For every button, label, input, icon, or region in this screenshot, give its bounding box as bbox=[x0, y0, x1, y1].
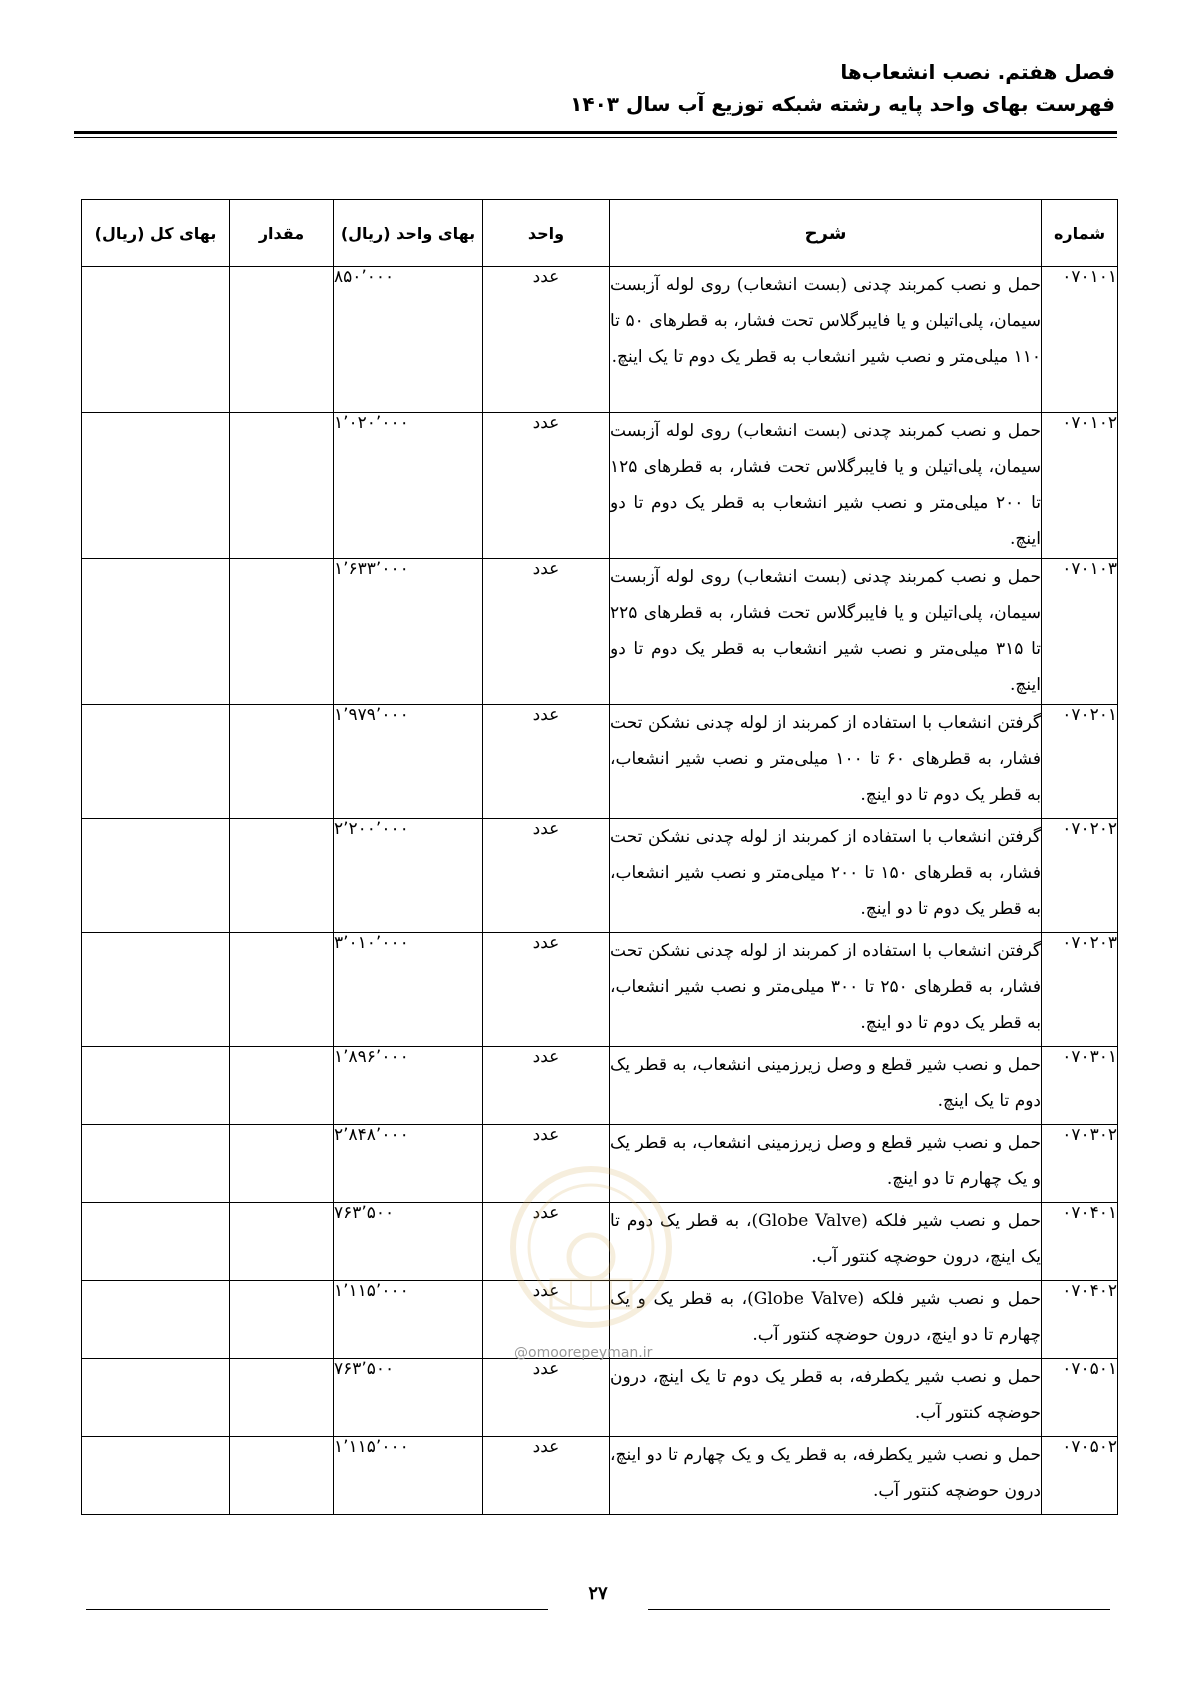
item-quantity bbox=[230, 819, 334, 933]
item-total-price bbox=[82, 1281, 230, 1359]
item-unit-price: ۱٬۸۹۶٬۰۰۰ bbox=[334, 1047, 483, 1125]
item-code: ۰۷۰۳۰۲ bbox=[1042, 1125, 1118, 1203]
column-header-quantity: مقدار bbox=[230, 200, 334, 267]
item-description: حمل و نصب شیر فلکه (Globe Valve)، به قطر یک و یک چهارم تا دو اینچ، درون حوضچه کنتور آب. bbox=[610, 1281, 1042, 1359]
item-description: گرفتن انشعاب با استفاده از کمربند از لوله چدنی نشکن تحت فشار، به قطرهای ۶۰ تا ۱۰۰ میلی‌متر و نصب شیر انشعاب، به قطر یک دوم تا دو اینچ. bbox=[610, 705, 1042, 819]
item-code: ۰۷۰۳۰۱ bbox=[1042, 1047, 1118, 1125]
item-quantity bbox=[230, 705, 334, 819]
item-total-price bbox=[82, 705, 230, 819]
column-header-total-price: بهای کل (ریال) bbox=[82, 200, 230, 267]
item-description: حمل و نصب شیر قطع و وصل زیرزمینی انشعاب، به قطر یک و یک چهارم تا دو اینچ. bbox=[610, 1125, 1042, 1203]
item-unit: عدد bbox=[483, 933, 610, 1047]
table-row bbox=[82, 819, 1118, 933]
item-description: حمل و نصب کمربند چدنی (بست انشعاب) روی لوله آزبست سیمان، پلی‌اتیلن و یا فایبرگلاس تحت فشار، به قطرهای ۲۲۵ تا ۳۱۵ میلی‌متر و نصب شیر انشعاب به قطر یک دوم تا دو اینچ. bbox=[610, 559, 1042, 705]
item-unit-price: ۸۵۰٬۰۰۰ bbox=[334, 267, 483, 413]
item-code: ۰۷۰۴۰۱ bbox=[1042, 1203, 1118, 1281]
item-unit-price: ۲٬۸۴۸٬۰۰۰ bbox=[334, 1125, 483, 1203]
table-row bbox=[82, 933, 1118, 1047]
item-unit-price: ۲٬۲۰۰٬۰۰۰ bbox=[334, 819, 483, 933]
item-unit-price: ۱٬۹۷۹٬۰۰۰ bbox=[334, 705, 483, 819]
item-quantity bbox=[230, 933, 334, 1047]
item-description: حمل و نصب شیر فلکه (Globe Valve)، به قطر یک دوم تا یک اینچ، درون حوضچه کنتور آب. bbox=[610, 1203, 1042, 1281]
item-unit: عدد bbox=[483, 1437, 610, 1515]
item-unit: عدد bbox=[483, 413, 610, 559]
item-quantity bbox=[230, 1359, 334, 1437]
item-code: ۰۷۰۱۰۱ bbox=[1042, 267, 1118, 413]
table-row bbox=[82, 1125, 1118, 1203]
item-total-price bbox=[82, 1047, 230, 1125]
item-total-price bbox=[82, 819, 230, 933]
item-code: ۰۷۰۲۰۳ bbox=[1042, 933, 1118, 1047]
column-header-number: شماره bbox=[1042, 200, 1118, 267]
item-code: ۰۷۰۱۰۲ bbox=[1042, 413, 1118, 559]
item-total-price bbox=[82, 933, 230, 1047]
item-unit: عدد bbox=[483, 559, 610, 705]
table-row bbox=[82, 1437, 1118, 1515]
page-number: ۲۷ bbox=[588, 1583, 608, 1604]
item-unit-price: ۷۶۳٬۵۰۰ bbox=[334, 1359, 483, 1437]
page-header bbox=[76, 56, 1115, 120]
item-unit-price: ۱٬۱۱۵٬۰۰۰ bbox=[334, 1437, 483, 1515]
item-description: حمل و نصب کمربند چدنی (بست انشعاب) روی لوله آزبست سیمان، پلی‌اتیلن و یا فایبرگلاس تحت فشار، به قطرهای ۵۰ تا ۱۱۰ میلی‌متر و نصب شیر انشعاب به قطر یک دوم تا یک اینچ. bbox=[610, 267, 1042, 413]
item-description: گرفتن انشعاب با استفاده از کمربند از لوله چدنی نشکن تحت فشار، به قطرهای ۲۵۰ تا ۳۰۰ میلی‌متر و نصب شیر انشعاب، به قطر یک دوم تا دو اینچ. bbox=[610, 933, 1042, 1047]
price-list-table bbox=[81, 199, 1118, 1515]
item-total-price bbox=[82, 1359, 230, 1437]
item-quantity bbox=[230, 267, 334, 413]
chapter-title: فصل هفتم. نصب انشعاب‌ها bbox=[840, 60, 1115, 84]
item-unit: عدد bbox=[483, 705, 610, 819]
footer-rule-left bbox=[86, 1609, 548, 1610]
item-description: حمل و نصب کمربند چدنی (بست انشعاب) روی لوله آزبست سیمان، پلی‌اتیلن و یا فایبرگلاس تحت فشار، به قطرهای ۱۲۵ تا ۲۰۰ میلی‌متر و نصب شیر انشعاب به قطر یک دوم تا دو اینچ. bbox=[610, 413, 1042, 559]
item-unit-price: ۱٬۰۲۰٬۰۰۰ bbox=[334, 413, 483, 559]
item-unit: عدد bbox=[483, 1281, 610, 1359]
item-unit-price: ۷۶۳٬۵۰۰ bbox=[334, 1203, 483, 1281]
item-quantity bbox=[230, 1203, 334, 1281]
item-total-price bbox=[82, 267, 230, 413]
item-code: ۰۷۰۲۰۱ bbox=[1042, 705, 1118, 819]
item-unit: عدد bbox=[483, 1047, 610, 1125]
item-code: ۰۷۰۵۰۲ bbox=[1042, 1437, 1118, 1515]
item-unit-price: ۱٬۱۱۵٬۰۰۰ bbox=[334, 1281, 483, 1359]
item-unit: عدد bbox=[483, 1125, 610, 1203]
item-unit-price: ۳٬۰۱۰٬۰۰۰ bbox=[334, 933, 483, 1047]
item-description: حمل و نصب شیر یکطرفه، به قطر یک و یک چهارم تا دو اینچ، درون حوضچه کنتور آب. bbox=[610, 1437, 1042, 1515]
item-code: ۰۷۰۱۰۳ bbox=[1042, 559, 1118, 705]
item-unit: عدد bbox=[483, 1359, 610, 1437]
table-body bbox=[82, 267, 1118, 1515]
item-description: گرفتن انشعاب با استفاده از کمربند از لوله چدنی نشکن تحت فشار، به قطرهای ۱۵۰ تا ۲۰۰ میلی‌متر و نصب شیر انشعاب، به قطر یک دوم تا دو اینچ. bbox=[610, 819, 1042, 933]
item-quantity bbox=[230, 1047, 334, 1125]
item-total-price bbox=[82, 1203, 230, 1281]
item-quantity bbox=[230, 1281, 334, 1359]
item-quantity bbox=[230, 1437, 334, 1515]
column-header-unit: واحد bbox=[483, 200, 610, 267]
item-total-price bbox=[82, 1125, 230, 1203]
item-description: حمل و نصب شیر یکطرفه، به قطر یک دوم تا یک اینچ، درون حوضچه کنتور آب. bbox=[610, 1359, 1042, 1437]
item-unit: عدد bbox=[483, 819, 610, 933]
column-header-unit-price: بهای واحد (ریال) bbox=[334, 200, 483, 267]
header-rule-thin bbox=[74, 137, 1117, 138]
item-total-price bbox=[82, 1437, 230, 1515]
table-row bbox=[82, 413, 1118, 559]
item-quantity bbox=[230, 559, 334, 705]
table-row bbox=[82, 267, 1118, 413]
item-code: ۰۷۰۲۰۲ bbox=[1042, 819, 1118, 933]
item-code: ۰۷۰۵۰۱ bbox=[1042, 1359, 1118, 1437]
table-header-row bbox=[82, 200, 1118, 267]
item-code: ۰۷۰۴۰۲ bbox=[1042, 1281, 1118, 1359]
footer-rule-right bbox=[648, 1609, 1110, 1610]
header-rule-thick bbox=[74, 131, 1117, 134]
table-row bbox=[82, 705, 1118, 819]
item-unit: عدد bbox=[483, 1203, 610, 1281]
document-subtitle: فهرست بهای واحد پایه رشته شبکه توزیع آب سال ۱۴۰۳ bbox=[570, 92, 1115, 116]
item-description: حمل و نصب شیر قطع و وصل زیرزمینی انشعاب، به قطر یک دوم تا یک اینچ. bbox=[610, 1047, 1042, 1125]
table-row bbox=[82, 1047, 1118, 1125]
item-quantity bbox=[230, 413, 334, 559]
watermark-text: @omoorepeyman.ir bbox=[514, 1345, 653, 1361]
column-header-description: شرح bbox=[610, 200, 1042, 267]
item-unit: عدد bbox=[483, 267, 610, 413]
item-total-price bbox=[82, 559, 230, 705]
item-quantity bbox=[230, 1125, 334, 1203]
table-row bbox=[82, 559, 1118, 705]
item-total-price bbox=[82, 413, 230, 559]
item-unit-price: ۱٬۶۳۳٬۰۰۰ bbox=[334, 559, 483, 705]
table-row bbox=[82, 1359, 1118, 1437]
table-row bbox=[82, 1203, 1118, 1281]
